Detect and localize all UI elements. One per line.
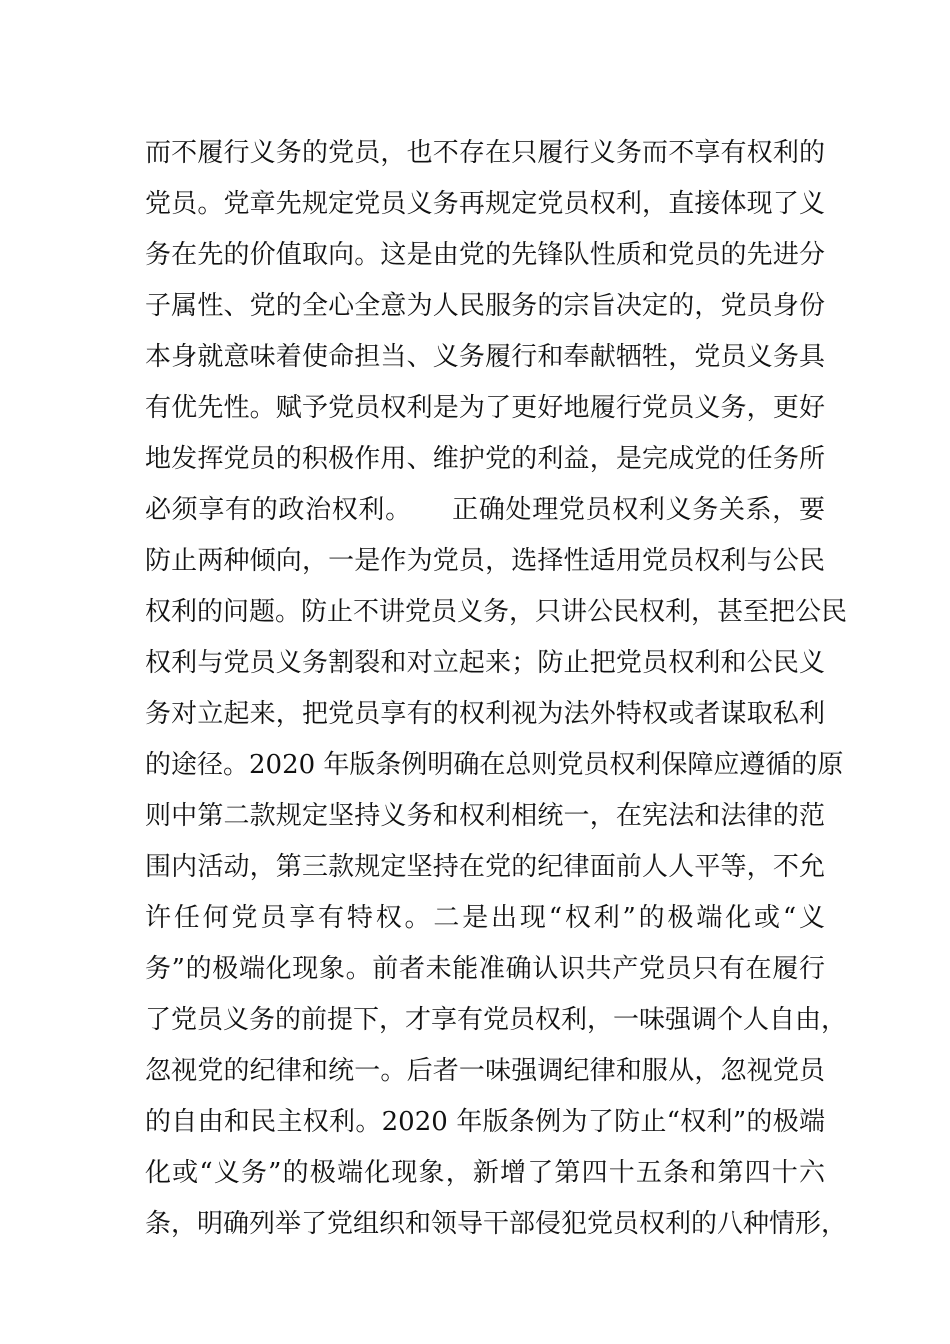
- text-line: 而不履行义务的党员，也不存在只履行义务而不享有权利的: [145, 138, 825, 168]
- text-line: 务对立起来，把党员享有的权利视为法外特权或者谋取私利: [145, 699, 825, 729]
- text-line: 的途径。2020 年版条例明确在总则党员权利保障应遵循的原: [145, 750, 844, 780]
- text-line: 地发挥党员的积极作用、维护党的利益，是完成党的任务所: [145, 444, 825, 474]
- text-line: 子属性、党的全心全意为人民服务的宗旨决定的，党员身份: [145, 291, 825, 321]
- text-line: 了党员义务的前提下，才享有党员权利，一味强调个人自由，: [145, 1005, 848, 1035]
- text-line: 则中第二款规定坚持义务和权利相统一，在宪法和法律的范: [145, 801, 825, 831]
- text-line: 条，明确列举了党组织和领导干部侵犯党员权利的八种情形，: [145, 1209, 848, 1239]
- text-line: 化或“义务”的极端化现象，新增了第四十五条和第四十六: [145, 1158, 825, 1188]
- text-line: 防止两种倾向，一是作为党员，选择性适用党员权利与公民: [145, 546, 825, 576]
- text-line: 务在先的价值取向。这是由党的先锋队性质和党员的先进分: [145, 240, 825, 270]
- body-text: [145, 128, 848, 1250]
- text-line: 权利的问题。防止不讲党员义务，只讲公民权利，甚至把公民: [145, 597, 848, 627]
- text-line: 围内活动，第三款规定坚持在党的纪律面前人人平等，不允: [145, 852, 825, 882]
- text-line: 的自由和民主权利。2020 年版条例为了防止“权利”的极端: [145, 1107, 825, 1137]
- text-line: 本身就意味着使命担当、义务履行和奉献牺牲，党员义务具: [145, 342, 825, 372]
- text-line: 忽视党的纪律和统一。后者一味强调纪律和服从，忽视党员: [145, 1056, 825, 1086]
- text-line: 权利与党员义务割裂和对立起来；防止把党员权利和公民义: [145, 648, 825, 678]
- text-line: 必须享有的政治权利。 正确处理党员权利义务关系，要: [145, 495, 825, 525]
- text-line: 务”的极端化现象。前者未能准确认识共产党员只有在履行: [145, 954, 825, 984]
- text-line: 许任何党员享有特权。二是出现“权利”的极端化或“义: [145, 903, 825, 933]
- text-line: 有优先性。赋予党员权利是为了更好地履行党员义务，更好: [145, 393, 825, 423]
- text-line: 党员。党章先规定党员义务再规定党员权利，直接体现了义: [145, 189, 825, 219]
